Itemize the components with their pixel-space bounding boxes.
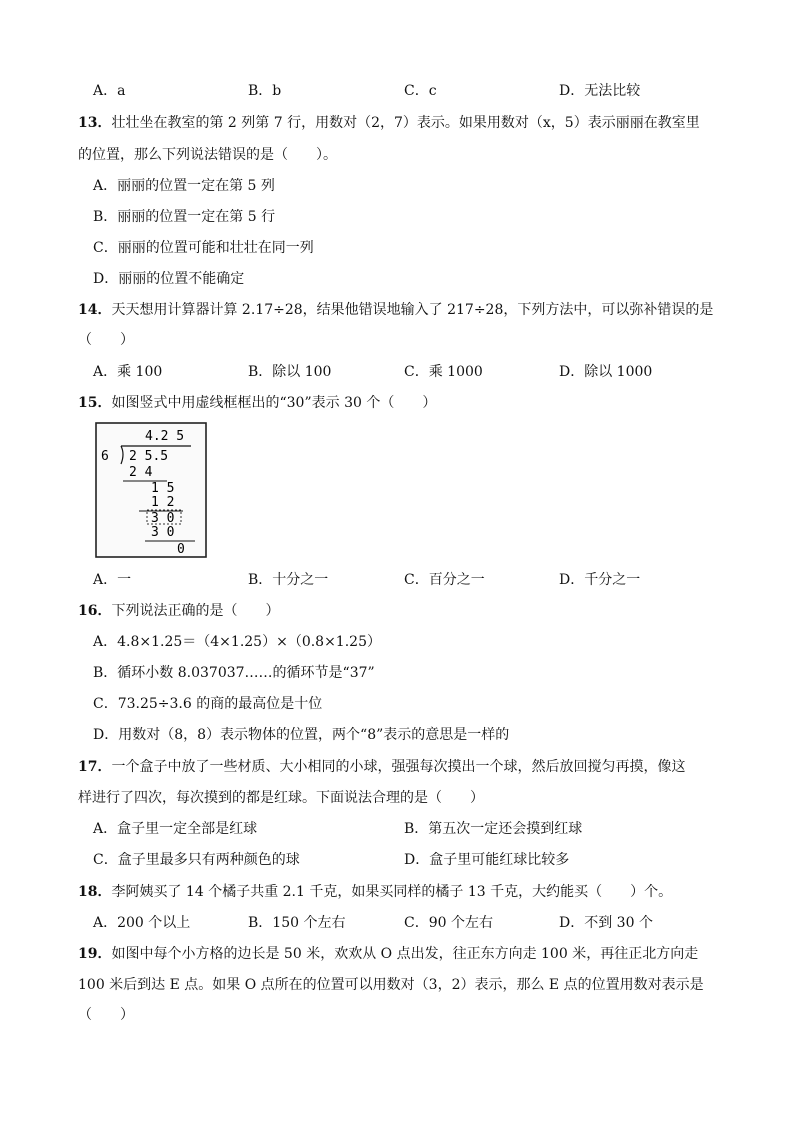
q13-stem-line2: 的位置，那么下列说法错误的是（ ）。 bbox=[78, 147, 337, 163]
q17-option-b: B．第五次一定还会摸到红球 bbox=[404, 821, 583, 837]
q14-stem-line1 bbox=[78, 300, 713, 320]
division-quotient: 4.2 5 bbox=[145, 429, 185, 444]
q18-option-c: C．90 个左右 bbox=[404, 915, 493, 931]
q17-option-c: C．盒子里最多只有两种颜色的球 bbox=[93, 852, 300, 868]
q13-option-a: A．丽丽的位置一定在第 5 列 bbox=[93, 178, 275, 194]
division-step-row: 3 0 bbox=[151, 525, 175, 540]
q17-option-a: A．盒子里一定全部是红球 bbox=[93, 821, 258, 837]
q12-option-a: A．a bbox=[93, 83, 126, 99]
q14-stem-line2: （ ） bbox=[78, 332, 134, 348]
q13-stem-line1 bbox=[78, 113, 700, 133]
q18-option-a: A．200 个以上 bbox=[93, 915, 191, 931]
q17-number: 17． bbox=[78, 759, 112, 775]
q14-option-d: D．除以 1000 bbox=[559, 364, 653, 380]
q15-stem bbox=[78, 393, 436, 413]
q16-option-d: D．用数对（8，8）表示物体的位置，两个“8”表示的意思是一样的 bbox=[93, 727, 510, 743]
division-step-row-highlighted: 3 0 bbox=[151, 511, 175, 526]
q18-stem bbox=[78, 882, 672, 902]
q15-option-d: D．千分之一 bbox=[559, 572, 641, 588]
q14-option-c: C．乘 1000 bbox=[404, 364, 483, 380]
q17-option-d: D．盒子里可能红球比较多 bbox=[404, 852, 570, 868]
q19-stem-line3: （ ） bbox=[78, 1007, 134, 1023]
q15-option-b: B．十分之一 bbox=[248, 572, 329, 588]
division-step-row: 1 2 bbox=[151, 495, 175, 510]
q18-option-b: B．150 个左右 bbox=[248, 915, 346, 931]
q18-text: 李阿姨买了 14 个橘子共重 2.1 千克，如果买同样的橘子 13 千克，大约能买（ ）个。 bbox=[111, 884, 673, 900]
q15-option-c: C．百分之一 bbox=[404, 572, 485, 588]
q18-number: 18． bbox=[78, 884, 112, 900]
q12-option-b: B．b bbox=[248, 83, 282, 99]
division-divisor: 6 bbox=[101, 449, 109, 464]
q12-option-c: C．c bbox=[404, 83, 437, 99]
q14-option-b: B．除以 100 bbox=[248, 364, 332, 380]
q13-option-b: B．丽丽的位置一定在第 5 行 bbox=[93, 209, 276, 225]
q15-text: 如图竖式中用虚线框框出的“30”表示 30 个（ ） bbox=[111, 395, 437, 411]
q17-stem-line2: 样进行了四次，每次摸到的都是红球。下面说法合理的是（ ） bbox=[78, 790, 484, 806]
q19-stem-line2: 100 米后到达 E 点。如果 O 点所在的位置可以用数对（3，2）表示，那么 E 点的位置用数对表示是 bbox=[78, 977, 704, 993]
q17-stem-line1 bbox=[78, 757, 685, 777]
long-division-figure bbox=[95, 422, 207, 558]
q13-text: 壮壮坐在教室的第 2 列第 7 行，用数对（2，7）表示。如果用数对（x，5）表示丽丽在教室里 bbox=[111, 115, 700, 131]
q13-number: 13． bbox=[78, 115, 112, 131]
q12-option-d: D．无法比较 bbox=[559, 83, 641, 99]
division-dividend: 2 5.5 bbox=[129, 449, 169, 464]
q17-text: 一个盒子中放了一些材质、大小相同的小球，强强每次摸出一个球，然后放回搅匀再摸，像这 bbox=[111, 759, 686, 775]
q16-text: 下列说法正确的是（ ） bbox=[111, 603, 280, 619]
q16-stem bbox=[78, 601, 279, 621]
q16-option-a: A．4.8×1.25＝（4×1.25）×（0.8×1.25） bbox=[93, 634, 381, 650]
q14-text: 天天想用计算器计算 2.17÷28，结果他错误地输入了 217÷28，下列方法中，可以弥补错误的是 bbox=[111, 302, 714, 318]
q19-number: 19． bbox=[78, 946, 112, 962]
q18-option-d: D．不到 30 个 bbox=[559, 915, 653, 931]
q16-option-b: B．循环小数 8.037037……的循环节是“37” bbox=[93, 665, 375, 681]
q14-number: 14． bbox=[78, 302, 112, 318]
division-step-row: 1 5 bbox=[151, 481, 175, 496]
q13-option-d: D．丽丽的位置不能确定 bbox=[93, 271, 245, 287]
division-step-row: 2 4 bbox=[129, 465, 153, 480]
q16-number: 16． bbox=[78, 603, 112, 619]
q19-stem-line1 bbox=[78, 944, 698, 964]
q13-option-c: C．丽丽的位置可能和壮壮在同一列 bbox=[93, 240, 314, 256]
q14-option-a: A．乘 100 bbox=[93, 364, 163, 380]
q16-option-c: C．73.25÷3.6 的商的最高位是十位 bbox=[93, 696, 323, 712]
q15-number: 15． bbox=[78, 395, 112, 411]
division-remainder: 0 bbox=[177, 542, 185, 557]
q19-text: 如图中每个小方格的边长是 50 米，欢欢从 O 点出发，往正东方向走 100 米，再往正北方向走 bbox=[111, 946, 699, 962]
q15-option-a: A．一 bbox=[93, 572, 132, 588]
